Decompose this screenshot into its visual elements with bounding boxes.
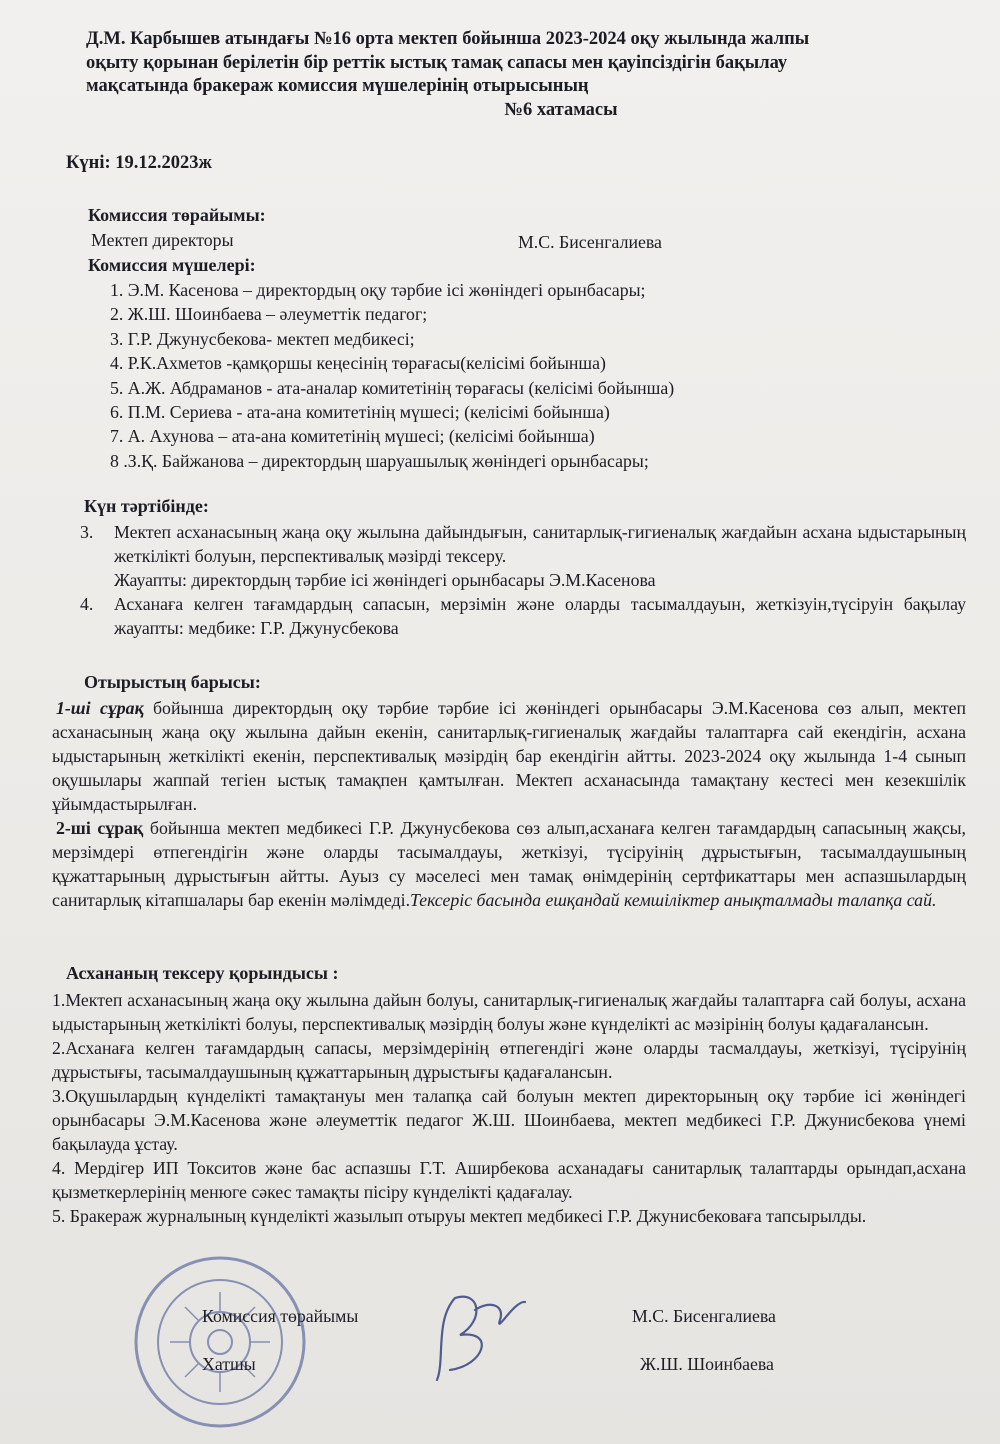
conclusion-item: 1.Мектеп асханасының жаңа оқу жылына дайын болуы, санитарлық-гигиеналық жағдайы талаптарға сай болуы, асхана ыдыстарының жеткілікті болуы, перспективалық мәзірдің болуы және күнделікті ас мәзірінің болуы қадағалансын. bbox=[52, 990, 966, 1034]
meeting-date: Күні: 19.12.2023ж bbox=[66, 153, 212, 173]
question-2-paragraph bbox=[52, 816, 966, 912]
member-item: 2. Ж.Ш. Шоинбаева – әлеуметтік педагог; bbox=[110, 304, 428, 325]
chair-heading: Комиссия төрайымы: bbox=[88, 205, 266, 225]
proceedings-body bbox=[52, 696, 966, 912]
chair-position: Мектеп директоры bbox=[91, 230, 234, 250]
member-item: 6. П.М. Сериева - ата-ана комитетінің мүшесі; (келісімі бойынша) bbox=[110, 402, 610, 423]
conclusion-item: 5. Бракераж журналының күнделікті жазылып отыруы мектеп медбикесі Г.Р. Джунисбековаға тапсырылды. bbox=[52, 1206, 867, 1226]
member-item: 4. Р.К.Ахметов -қамқоршы кеңесінің төрағасы(келісімі бойынша) bbox=[110, 353, 606, 374]
conclusion-item: 3.Оқушылардың күнделікті тамақтануы мен талапқа сай болуын мектеп директорының оқу тәрбие ісі жөніндегі орынбасары Э.М.Касенова және әлеуметтік педагог Ж.Ш. Шоинбаева, мектеп медбикесі Г.Р. Джунисбекова үнемі бақылауда ұстау. bbox=[52, 1086, 966, 1154]
question-2-note: Тексеріс басында ешқандай кемшіліктер анықталмады талапқа сай. bbox=[410, 890, 937, 910]
agenda-list bbox=[76, 520, 966, 640]
document-title bbox=[86, 28, 966, 122]
question-1-paragraph bbox=[52, 696, 966, 816]
signature-icon bbox=[425, 1280, 535, 1390]
proceedings-heading: Отырыстың барысы: bbox=[84, 672, 261, 692]
title-line-2: оқыту қорынан берілетін бір реттік ыстық тамақ сапасы мен қауіпсіздігін бақылау bbox=[86, 52, 788, 73]
agenda-item-responsible: Жауапты: директордың тәрбие ісі жөніндегі орынбасары Э.М.Касенова bbox=[114, 570, 656, 590]
conclusion-heading: Асхананың тексеру қорынды​сы : bbox=[66, 963, 339, 983]
member-item: 1. Э.М. Касенова – директордың оқу тәрбие ісі жөніндегі орынбасары; bbox=[110, 280, 646, 300]
agenda-item-text bbox=[114, 520, 966, 592]
member-item: 5. А.Ж. Абдраманов - ата-аналар комитетінің төрағасы (келісімі бойынша) bbox=[110, 377, 675, 398]
conclusion-item: 4. Мердігер ИП Токситов және бас аспазшы Г.Т. Аширбекова асханадағы санитарлық талаптарды орындап,асхана қызметкерлерінің менюге сәкес тамақты пісіру күнделікті қадағалау. bbox=[52, 1158, 966, 1202]
question-1-label: 1-ші сұрақ bbox=[56, 698, 144, 718]
members-list bbox=[110, 278, 674, 473]
question-2-label: 2-ші сұрақ bbox=[56, 818, 144, 838]
title-line-4: №6 хатамасы bbox=[504, 99, 618, 120]
members-heading: Комиссия мүшелері: bbox=[88, 255, 256, 275]
member-item: 7. А. Ахунова – ата-ана комитетінің мүшесі; (келісімі бойынша) bbox=[110, 426, 595, 447]
chair-signature-name: М.С. Бисенгалиева bbox=[632, 1306, 776, 1326]
conclusion-item: 2.Асханаға келген тағамдардың сапасы, мерзімдерінің өтпегендігі және оларды тасмалдауы, жеткізуі, түсіруінің дұрыстығы, тасымалдаушының құжаттарының дұрыстығы қадағалансын. bbox=[52, 1038, 966, 1082]
agenda-item-number: 4. bbox=[80, 594, 94, 614]
official-stamp-icon bbox=[130, 1252, 310, 1432]
chair-signature-label: Комиссия төрайымы bbox=[202, 1306, 359, 1326]
secretary-signature-name: Ж.Ш. Шоинбаева bbox=[640, 1354, 774, 1374]
agenda-item-text: Асханаға келген тағамдардың сапасын, мерзімін және оларды тасымалдауын, жеткізуін,түсіруін бақылау жауапты: медбике: Г.Р. Джунусбекова bbox=[114, 594, 966, 638]
conclusion-list bbox=[52, 988, 966, 1228]
agenda-item bbox=[76, 520, 966, 592]
question-2-text: бойынша мектеп медбикесі Г.Р. Джунусбекова сөз алып,асханаға келген тағамдардың сапасының жақсы, мерзімдері өтпегендігін және оларды тасымалдауы, жеткізуі, түсіруінің дұрыстығын, тасымалдаушының құжаттарының дұрыстығын айтты. Ауыз су мәселесі мен тамақ өнімдерінің сертфикаттары мен аспазшылардың санитарлық кітапшалары бар екенін мәлімдеді. bbox=[52, 818, 966, 910]
member-item: 8 .З.Қ. Байжанова – директордың шаруашылық жөніндегі орынбасары; bbox=[110, 450, 649, 471]
title-line-1: Д.М. Карбышев атындағы №16 орта мектеп бойынша 2023-2024 оқу жылында жалпы bbox=[86, 29, 810, 49]
member-item: 3. Г.Р. Джунусбекова- мектеп медбикесі; bbox=[110, 328, 415, 349]
agenda-heading: Күн тәртібінде: bbox=[84, 496, 209, 516]
title-line-3: мақсатында бракераж комиссия мүшелерінің отырысының bbox=[86, 76, 589, 96]
secretary-signature-label: Хатшы bbox=[202, 1354, 256, 1374]
agenda-item-number: 3. bbox=[80, 522, 94, 542]
agenda-item-body: Мектеп асханасының жаңа оқу жылына дайындығын, санитарлық-гигиеналық жағдайын асхана ыдыстарының жеткілікті болуын, перспективалық мәзірді тексеру. bbox=[114, 522, 966, 566]
agenda-item bbox=[76, 592, 966, 640]
question-1-text: бойынша директордың оқу тәрбие тәрбие ісі жөніндегі орынбасары Э.М.Касенова сөз алып, мектеп асханасының жаңа оқу жылына дайын екенін, санитарлық-гигиеналық жағдайы талаптарға сай екендігін, асхана ыдыстарының жеткілікті екенін, перспективалық мәзірдің бар екендігін айтты. 2023-2024 оқу жылында 1-4 сынып оқушылары жаппай тегіен ыстық тамақпен қамтылған. Мектеп асханасында тамақтану кестесі мен кезекшілік ұйымдастырылған. bbox=[52, 698, 966, 814]
chair-name: М.С. Бисенгалиева bbox=[518, 232, 662, 252]
